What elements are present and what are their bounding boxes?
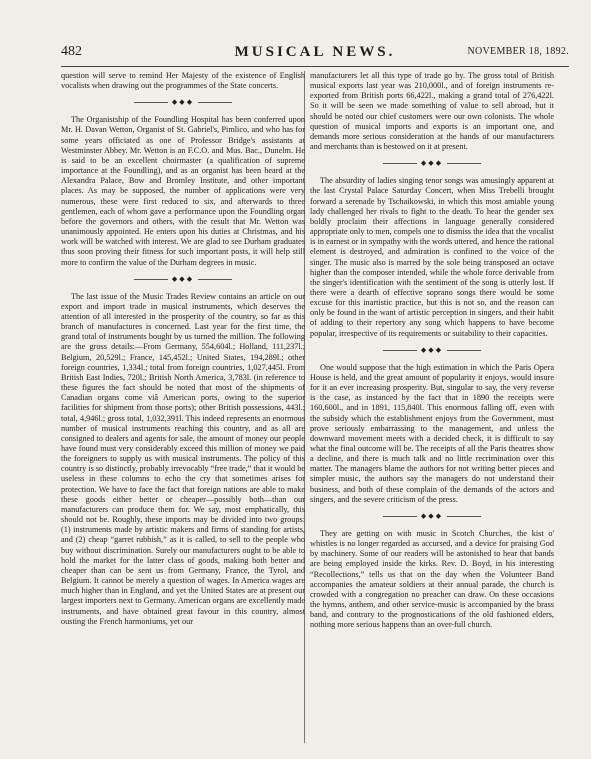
article-paragraph: The absurdity of ladies singing tenor songs was amusingly apparent at the last Crystal Palace Saturday Concert, when Miss Trebelli brought forward a serenade by Tschaikowski, in which this most amiable young lady challenged her rivals to fight to the death. To hear the gender sex boldly proclaim their affections in language generally considered appropriate only to men, compels one to dismiss the idea that the vocalist is in earnest or in sympathy with the words uttered, and hence the rational element is destroyed, and admiration is confined to the voice of the singer. The music also is marred by the sole being transposed an octave higher than the composer intended, while the whole force derivable from the singer's identification with the sentiment of the song is utterly lost. If there were a dearth of effective soprano songs there would be some excuse for this inartistic practice, but this is not so, and the reason can only be found in the want of artistic perception in singers, and their habit of adding to their repertory any song which happens to have become popular, irrespective of its requirements or suitability to their capacities.	[310, 176, 554, 338]
article-paragraph: manufacturers let all this type of trade go by. The gross total of British musical exports last year was 210,000l., and of foreign instruments re-exported from British ports 66,422l., making a grand total of 276,422l. So it will be seen we made something of value to sell abroad, but it should be noted our chief customers were our own colonists. The whole question of musical imports and exports is an important one, and demands more serious consideration at the hands of our manufacturers and merchants than is bestowed on it at present.	[310, 71, 554, 152]
masthead-title: MUSICAL NEWS.	[234, 44, 396, 60]
header-rule	[61, 66, 569, 67]
article-paragraph: question will serve to remind Her Majesty of the existence of English vocalists when drawing out the programmes of the State concerts.	[61, 71, 305, 91]
section-separator: ◆◆◆	[61, 96, 305, 108]
right-column	[310, 71, 554, 633]
article-paragraph: The last issue of the Music Trades Review contains an article on our export and import trade in musical instruments, which deserves the attention of all interested in the prosperity of the country, so far as this branch of manufactures is concerned. Last year for the first time, the grand total of instruments bought by us turned the million. The following are the gross details:—From Germany, 554,604l.; Holland, 111,237l.; Belgium, 20,529l.; France, 145,452l.; United States, 194,289l.; other foreign countries, 1,334l.; total from foreign countries, 1,027,445l. From British East Indies, 720l.; British North America, 3,783l. (in reference to these figures the fact should be noted that most of the shipments of Canadian organs come viâ American ports, owing to the superior facilities for shipment from those ports); other British possessions, 443l.; total, 4,946l.; gross total, 1,032,391l. This indeed represents an enormous number of musical instruments reaching this country, and as all are consigned to dealers and agents for sale, the amount of money our people have found must very considerably exceed this million of money we paid the foreigners to supply us with musical instruments. The policy of this country is so distinctly, probably irrevocably “free trade,” that it would be useless in these columns to echo the cry that sometimes arises for protection. We have to face the fact that foreign nations are able to make these goods either better or cheaper—possibly both—than our manufacturers can produce them for. We say, most emphatically, this should not be. Roughly, these imports may be divided into two groups: (1) instruments made by artistic makers and firms of standing for artists, and (2) cheap “garret rubbish,” as it is called, to sell to the people who buy without discrimination. Surely our manufacturers ought to be able to hold the market for the latter class of goods, making both better and cheaper than can be sent us from Germany, France, the Tyrol, and Belgium. It cannot be merely a question of wages. In America wages are much higher than in England, and yet the United States are at present our largest importers next to Germany. American organs are excellently made instruments, and have obtained great favour in this country, almost ousting the French harmoniums, yet our	[61, 291, 305, 626]
article-paragraph: The Organistship of the Foundling Hospital has been conferred upon Mr. H. Davan Wetton, Organist of St. Gabriel's, Pimlico, and who has for some years officiated as one of Professor Bridge's assistants at Westminster Abbey. Mr. Wetton is an F.C.O. and Mus. Bac., Dunelm. He is said to be an excellent choirmaster (a qualification of supreme importance at the Foundling), and as an organist has been heard at the Alexandra Palace, Bow and Bromley Institute, and other important places. As may be supposed, the number of applications were very numerous, these were first reduced to six, and afterwards to three gentlemen, each of whom gave a performance upon the Foundling organ before the governors and others, with the result that Mr. Wetton was unanimously appointed. He enters upon his duties at Christmas, and his work will be watched with interest. We are glad to see Durham graduates thus soon proving their fitness for such important posts, it will help still more to confirm the value of the Durham degrees in music.	[61, 115, 305, 267]
section-separator: ◆◆◆	[310, 344, 554, 356]
article-paragraph: They are getting on with music in Scotch Churches, the kist o' whistles is no longer regarded as accursed, and a device for praising God by machinery. Some of our readers will be astonished to hear that bands are being employed inside the kirks. Rev. D. Boyd, in his interesting “Recollections,” tells us that on the day when the Volunteer Band accompanies the amateur soldiers at their annual parade, the church is crowded with a congregation no preacher can draw. On these occasions the hymns, anthem, and other service-music is accompanied by the brass band, and contrary to the prognostications of the old fashioned elders, nothing more serious happens than an over-full church.	[310, 528, 554, 630]
page-header	[61, 44, 569, 64]
section-separator: ◆◆◆	[310, 157, 554, 169]
section-separator: ◆◆◆	[61, 273, 305, 285]
issue-date: NOVEMBER 18, 1892.	[467, 46, 569, 57]
article-paragraph: One would suppose that the high estimation in which the Paris Opera House is held, and the great amount of popularity it enjoys, would insure for it an ever increasing prosperity. But, singular to say, the very reverse is the case, as instanced by the fact that in 1890 the receipts were 160,600l., and in 1891, 115,840l. This enormous falling off, even with the subsidy which the establishment enjoys from the Government, must prove seriously embarrassing to the management, and unless the downward movement meets with a decided check, it is difficult to say what the final outcome will be. The receipts of all the Paris theatres show a decline, and there is much talk and no little recrimination over this matter. The managers blame the authors for not writing better pieces and simpler music, the authors say the managers do not understand their business, and both of these complain of the demands of the actors and singers, and the severe criticism of the press.	[310, 362, 554, 504]
left-column	[61, 71, 305, 629]
page-number: 482	[61, 44, 82, 59]
section-separator: ◆◆◆	[310, 510, 554, 522]
